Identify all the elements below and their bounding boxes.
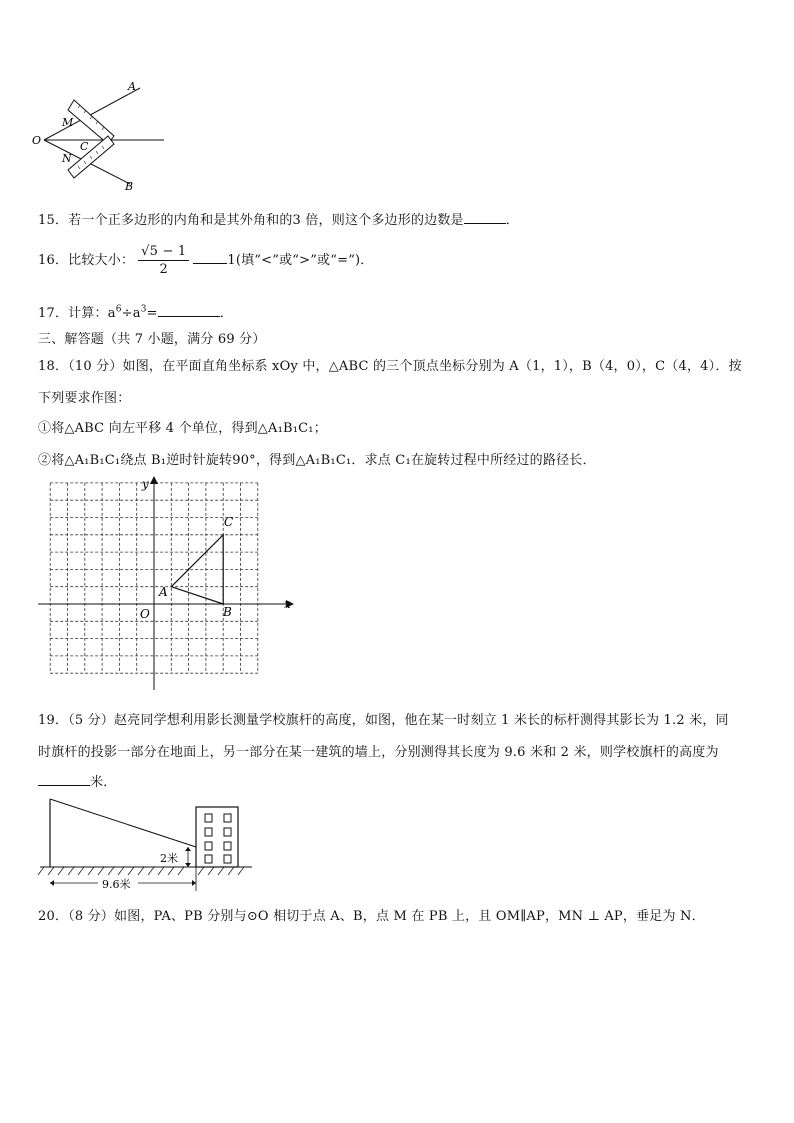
coordinate-grid-figure — [36, 474, 296, 694]
q16-answer-blank[interactable] — [193, 252, 227, 264]
q17-answer-blank[interactable] — [158, 305, 220, 317]
q16-prefix: 16．比较大小： — [38, 253, 135, 268]
wall-height-label: 2米 — [160, 852, 178, 865]
q19-answer-blank[interactable] — [38, 774, 90, 786]
q18-line1: 18．（10 分）如图，在平面直角坐标系 xOy 中，△ABC 的三个顶点坐标分别为 A（1，1），B（4，0），C（4，4）．按 — [38, 359, 742, 374]
q16-frac-denominator: 2 — [159, 262, 168, 277]
label-M: M — [62, 116, 74, 129]
q19-line2: 时旗杆的投影一部分在地面上，另一部分在某一建筑的墙上，分别测得其长度为 9.6 米和 2 米，则学校旗杆的高度为 — [38, 745, 719, 760]
q17-end: ． — [219, 306, 233, 321]
vertex-label-C: C — [224, 515, 234, 529]
q19-line1: 19．（5 分）赵亮同学想利用影长测量学校旗杆的高度，如图，他在某一时刻立 1 米长的标杆测得其影长为 1.2 米，同 — [38, 713, 729, 728]
q18-step2: ②将△A₁B₁C₁绕点 B₁逆时针旋转90°，得到△A₁B₁C₁．求点 C₁在旋转过程中所经过的路径长． — [38, 453, 596, 468]
question-17 — [38, 302, 233, 321]
label-A: A — [128, 80, 136, 93]
q18-step1: ①将△ABC 向左平移 4 个单位，得到△A₁B₁C₁； — [38, 421, 327, 436]
question-20: 20．（8 分）如图，PA、PB 分别与⊙O 相切于点 A、B，点 M 在 PB 上，且 OM∥AP，MN ⊥ AP，垂足为 N． — [38, 909, 705, 924]
q16-fraction — [138, 244, 189, 277]
q17-mid: ÷a — [121, 306, 141, 321]
q17-exp1: 6 — [115, 304, 122, 315]
vertex-label-B: B — [223, 605, 232, 619]
label-N: N — [62, 152, 72, 165]
vertex-label-A: A — [159, 585, 168, 599]
q18-line2: 下列要求作图： — [38, 391, 131, 406]
q15-end: ． — [505, 213, 519, 228]
q19-line3 — [38, 771, 116, 790]
q15-answer-blank[interactable] — [464, 212, 506, 224]
q16-frac-numerator: √5 − 1 — [138, 244, 189, 261]
q19-line3-end: 米． — [90, 775, 117, 790]
q15-text: 15．若一个正多边形的内角和是其外角和的3 倍，则这个多边形的边数是 — [38, 213, 464, 228]
origin-label: O — [140, 607, 150, 621]
ground-length-label: 9.6米 — [102, 878, 131, 891]
label-B: B — [125, 180, 134, 193]
q16-suffix: 1(填“<”或“>”或“=”)． — [227, 253, 374, 268]
question-15 — [38, 209, 519, 228]
section-3-title: 三、解答题（共 7 小题，满分 69 分） — [38, 332, 266, 347]
label-O: O — [32, 134, 42, 147]
q17-after: = — [146, 306, 158, 321]
q17-prefix: 17．计算：a — [38, 306, 116, 321]
question-16 — [38, 244, 374, 277]
axis-label-x: x — [284, 597, 291, 611]
q17-exp2: 3 — [140, 304, 147, 315]
flagpole-shadow-figure — [36, 795, 256, 895]
label-C: C — [80, 140, 89, 153]
axis-label-y: y — [142, 477, 149, 491]
angle-ruler-figure — [30, 78, 180, 196]
